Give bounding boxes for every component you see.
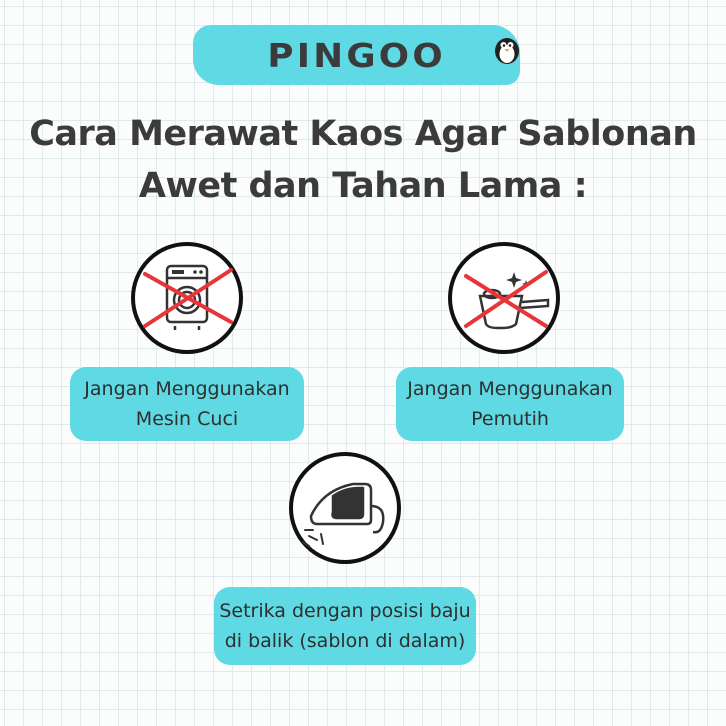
- bleach-prohibited-icon: [448, 242, 560, 354]
- washing-machine-prohibited-icon: [131, 242, 243, 354]
- page-title-line-2: Awet dan Tahan Lama :: [138, 166, 588, 206]
- tip-card-line-1: Jangan Menggunakan: [407, 378, 613, 400]
- tip-card-line-2: Mesin Cuci: [135, 408, 239, 430]
- tip-card-line-1: Setrika dengan posisi baju: [219, 600, 471, 622]
- page-title-line-1: Cara Merawat Kaos Agar Sablonan: [29, 114, 697, 154]
- brand-wordmark: PINGOO: [267, 35, 446, 75]
- tip-card-washing-machine: [70, 367, 304, 441]
- tip-card-line-2: Pemutih: [471, 408, 549, 430]
- steam-iron-icon: [289, 452, 401, 564]
- tip-card-line-2: di balik (sablon di dalam): [224, 630, 466, 652]
- tip-card-line-1: Jangan Menggunakan: [84, 378, 290, 400]
- penguin-icon: [489, 30, 525, 66]
- page-title: [0, 108, 726, 212]
- tip-card-iron: [214, 587, 476, 665]
- tip-card-bleach: [396, 367, 624, 441]
- brand-banner: [193, 25, 520, 85]
